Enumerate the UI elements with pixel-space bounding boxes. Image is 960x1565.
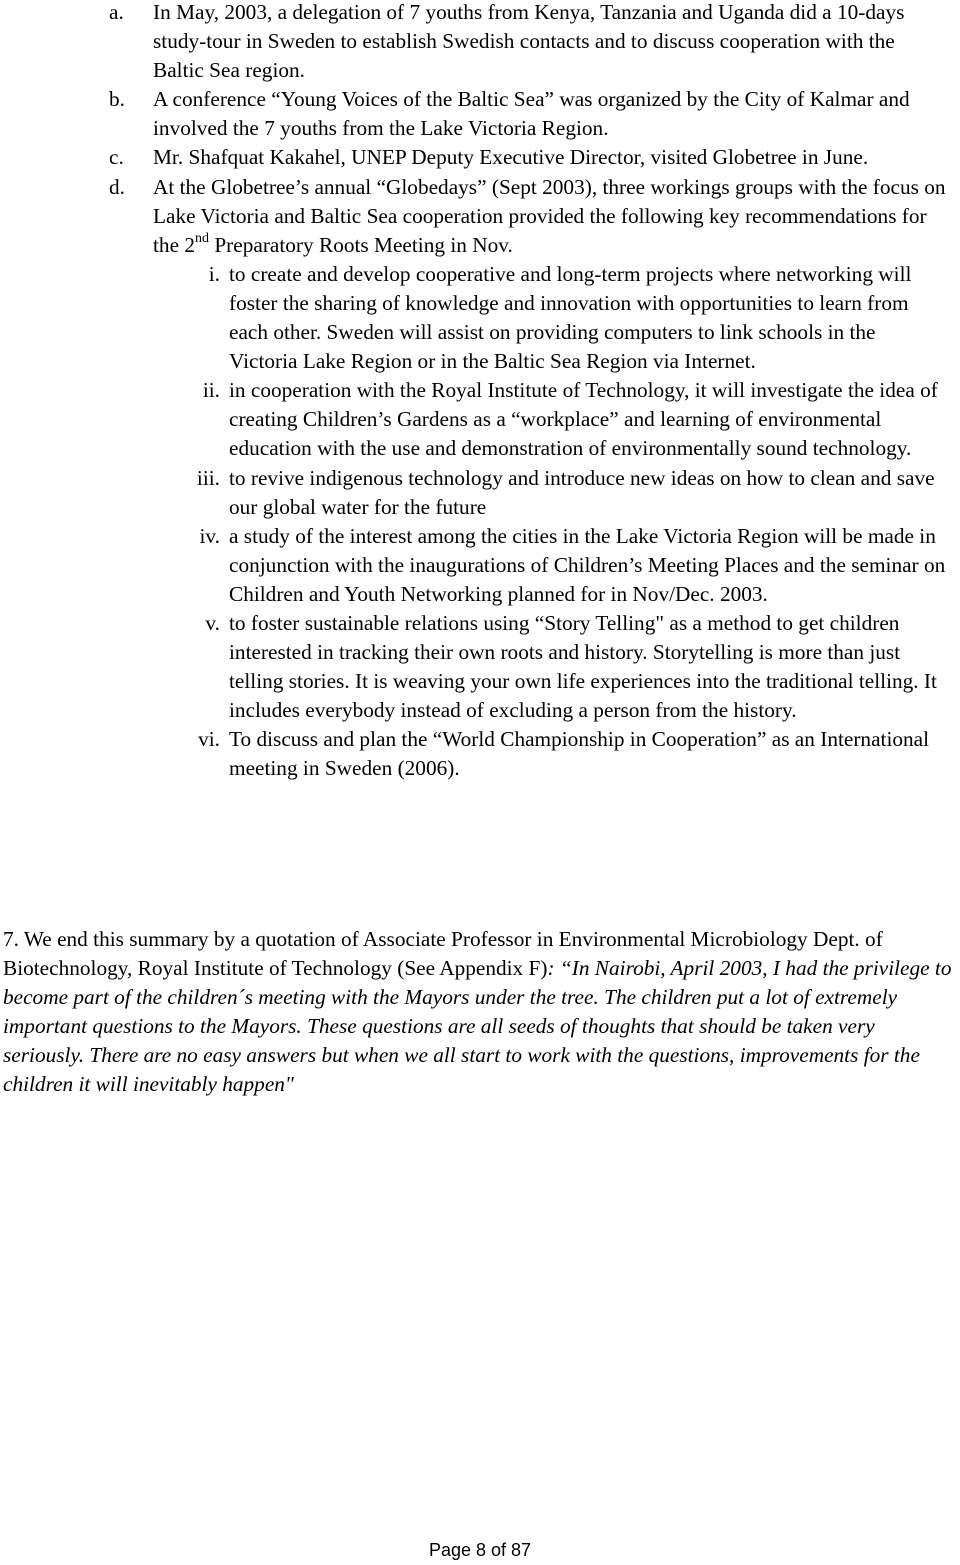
list-item-text-continued: Preparatory Roots Meeting in Nov. [209, 232, 513, 257]
quote-colon: : [547, 956, 560, 981]
roman-marker: v. [205, 610, 220, 635]
recommendation-text: a study of the interest among the cities in the Lake Victoria Region will be made in conjunction with the inaugurations of Children’s Meeting Places and the seminar on Children and Youth Networking planned for in Nov/Dec. 2003. [229, 523, 946, 606]
recommendation-item [0, 609, 960, 725]
list-item-text: At the Globetree’s annual “Globedays” (Sept 2003), three workings groups with the focus on Lake Victoria and Baltic Sea cooperation provided the following key recommendations for the 2 [153, 174, 946, 257]
roman-marker: iv. [199, 523, 220, 548]
recommendation-text: to revive indigenous technology and introduce new ideas on how to clean and save our global water for the future [229, 465, 935, 519]
list-item-c [0, 143, 960, 172]
list-item-b [0, 85, 960, 143]
list-marker: d. [109, 174, 125, 199]
closing-paragraph [3, 925, 955, 1100]
recommendation-text: in cooperation with the Royal Institute of Technology, it will investigate the idea of creating Children’s Gardens as a “workplace” and learning of environmental education with the use and demonstration of environmentally sound technology. [229, 378, 938, 461]
page-number-footer: Page 8 of 87 [428, 1540, 532, 1560]
superscript-ordinal: nd [195, 230, 209, 246]
recommendation-item [0, 725, 960, 783]
recommendation-item [0, 464, 960, 522]
roman-marker: vi. [198, 727, 220, 752]
recommendation-text: to foster sustainable relations using “Story Telling" as a method to get children interested in tracking their own roots and history. Storytelling is more than just telling stories. It is weaving your own life experiences into the traditional telling. It includes everybody instead of excluding a person from the history. [229, 610, 937, 723]
roman-marker: ii. [202, 378, 220, 403]
roman-marker: i. [208, 261, 220, 286]
list-item-d [0, 173, 960, 260]
closing-lead-text: 7. We end this summary by a quotation of Associate Professor in Environmental Microbiology Dept. of Biotechnology, Royal Institute of Technology (See Appendix F) [3, 927, 883, 981]
list-item-text: In May, 2003, a delegation of 7 youths from Kenya, Tanzania and Uganda did a 10-days study-tour in Sweden to establish Swedish contacts and to discuss cooperation with the Baltic Sea region. [153, 0, 905, 83]
list-marker: c. [109, 145, 124, 170]
list-marker: b. [109, 87, 125, 112]
recommendation-text: To discuss and plan the “World Championship in Cooperation” as an International meeting in Sweden (2006). [229, 727, 930, 781]
list-item-a [0, 0, 960, 85]
recommendation-item [0, 260, 960, 376]
quotation-text: “In Nairobi, April 2003, I had the privilege to become part of the children´s meeting with the Mayors under the tree. The children put a lot of extremely important questions to the Mayors. These questions are all seeds of thoughts that should be taken very seriously. There are no easy answers but when we all start to work with the questions, improvements for the children it will inevitably happen" [3, 956, 952, 1097]
list-item-text: A conference “Young Voices of the Baltic Sea” was organized by the City of Kalmar and involved the 7 youths from the Lake Victoria Region. [153, 87, 910, 141]
recommendation-text: to create and develop cooperative and long-term projects where networking will foster the sharing of knowledge and innovation with opportunities to learn from each other. Sweden will assist on providing computers to link schools in the Victoria Lake Region or in the Baltic Sea Region via Internet. [229, 261, 912, 374]
roman-marker: iii. [196, 465, 220, 490]
list-marker: a. [109, 0, 124, 24]
recommendation-item [0, 376, 960, 463]
list-item-text: Mr. Shafquat Kakahel, UNEP Deputy Executive Director, visited Globetree in June. [153, 145, 869, 170]
recommendation-item [0, 522, 960, 609]
